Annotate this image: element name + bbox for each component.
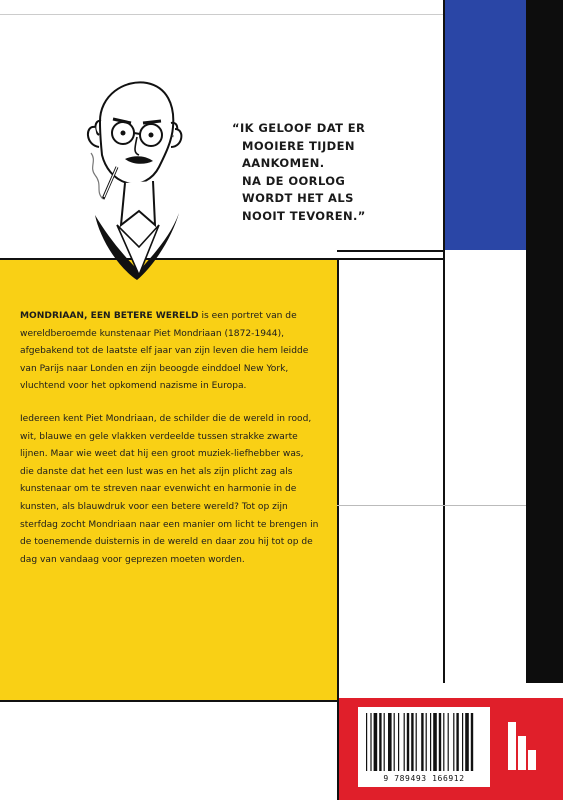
blurb-paragraph: Iedereen kent Piet Mondriaan, de schilder die de wereld in rood, wit, blauwe en gele vlakken verdeelde tussen strakke zwarte lijnen. Maar wie weet dat hij een groot muziek-liefhebber was, die danste dat het een lust was en het als zijn plicht zag als kunstenaar om te streven naar evenwicht en harmonie in de kunsten, als blauwdruk voor een betere wereld? Tot op zijn sterfdag zocht Mondriaan naar een manier om licht te brengen in de toenemende duisternis in de wereld en daar zou hij tot op de dag van vandaag voor geprezen moeten worden. (20, 413, 319, 565)
quote-line: MOOIERE TIJDEN (242, 138, 355, 153)
quote-line: WORDT HET ALS (242, 191, 354, 205)
grid-line (445, 505, 526, 506)
blue-panel (443, 0, 526, 250)
barcode (358, 707, 490, 787)
grid-line (337, 250, 445, 252)
book-title: MONDRIAAN, EEN BETERE WERELD (20, 311, 199, 321)
quote-block (232, 120, 437, 225)
quote-line: “IK GELOOF DAT ER (232, 121, 366, 135)
blurb-paragraph (20, 308, 320, 396)
black-panel (526, 0, 563, 683)
grid-line (337, 260, 339, 800)
publisher-logo (500, 716, 540, 776)
grid-line (337, 505, 445, 506)
mondriaan-caricature (55, 75, 230, 290)
grid-line (0, 700, 339, 702)
quote-line: NA DE OORLOG (242, 173, 346, 188)
grid-line (0, 14, 445, 15)
grid-line (443, 0, 445, 683)
quote-line: AANKOMEN. (242, 156, 325, 170)
barcode-bars (366, 713, 482, 771)
blurb-text (20, 308, 320, 584)
isbn-number: 9 789493 166912 (383, 774, 465, 783)
blurb-text-span: is een portret van de wereldberoemde kunstenaar Piet Mondriaan (1872-1944), afgebakend tot de laatste elf jaar van zijn leven die hem leidde van Parijs naar Londen en zijn beoogde einddoel New York, vluchtend voor het opkomend nazisme in Europa. (20, 311, 309, 392)
quote-line: NOOIT TEVOREN.” (242, 208, 366, 223)
